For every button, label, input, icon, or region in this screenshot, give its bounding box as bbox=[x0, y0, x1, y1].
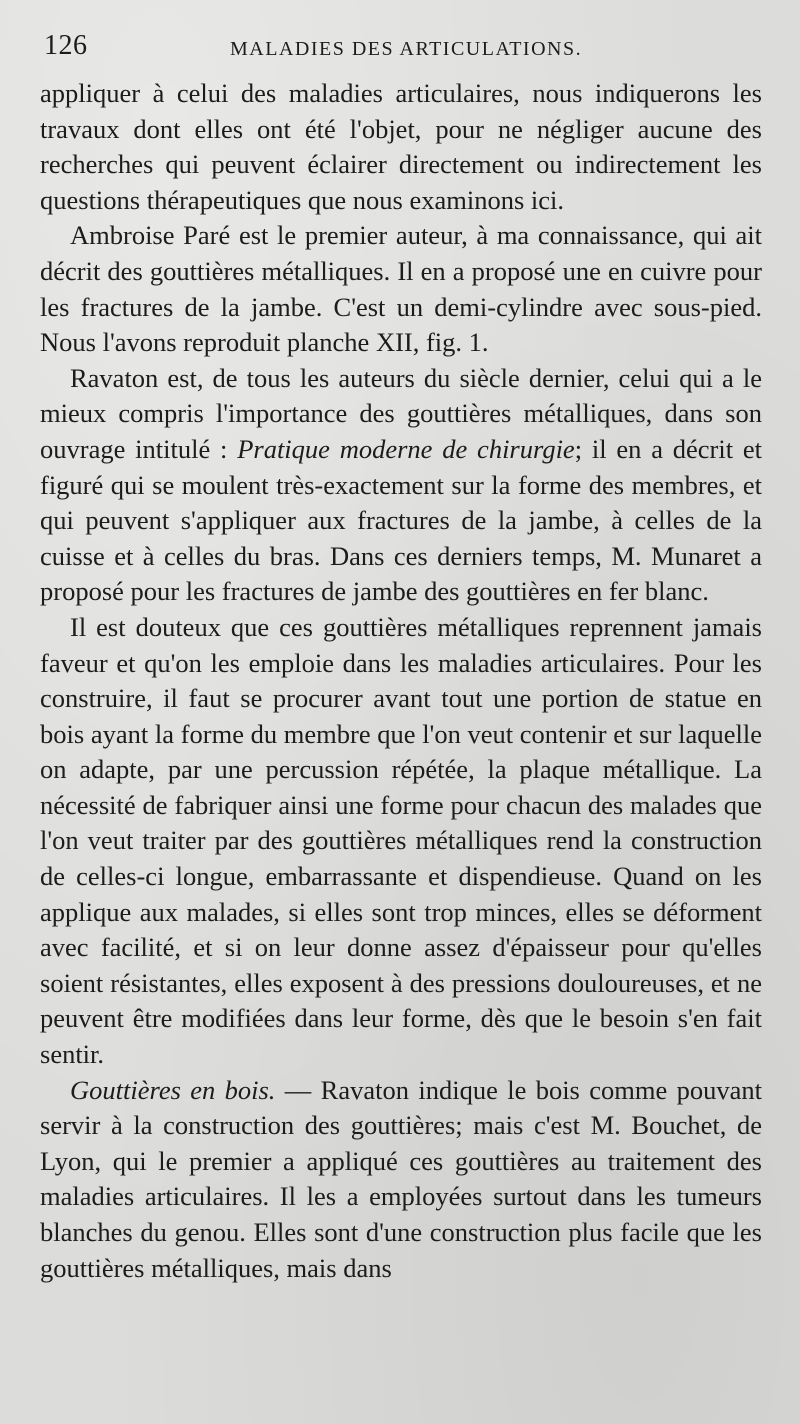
paragraph-1-text: appliquer à celui des maladies articulaires, nous indiquerons les travaux dont elles ont été l'objet, pour ne négliger aucune des recherches qui peuvent éclairer directement ou indirectement les questions thérapeutiques que nous examinons ici. bbox=[40, 78, 762, 215]
book-title-italic: Pratique moderne de chirurgie bbox=[237, 433, 575, 464]
body-text bbox=[40, 76, 762, 1286]
paragraph-4-text: Il est douteux que ces gouttières métalliques reprennent jamais faveur et qu'on les emploie dans les maladies articulaires. Pour les construire, il faut se procurer avant tout une portion de statue en bois ayant la forme du membre que l'on veut contenir et sur laquelle on adapte, par une percussion répétée, la plaque métallique. La nécessité de fabriquer ainsi une forme pour chacun des malades que l'on veut traiter par des gouttières métalliques rend la construction de celles-ci longue, embarrassante et dispendieuse. Quand on les applique aux malades, si elles sont trop minces, elles se déforment avec facilité, et si on leur donne assez d'épaisseur pour qu'elles soient résistantes, elles exposent à des pressions douloureuses, et ne peuvent être modifiées dans leur forme, dès que le besoin s'en fait sentir. bbox=[40, 611, 762, 1070]
section-heading-italic: Gouttières en bois. bbox=[70, 1074, 276, 1105]
paragraph-3 bbox=[40, 361, 762, 610]
running-head: MALADIES DES ARTICULATIONS. bbox=[230, 38, 583, 60]
paragraph-5 bbox=[40, 1073, 762, 1287]
page-header bbox=[40, 20, 762, 66]
page-number: 126 bbox=[44, 30, 88, 61]
paragraph-2 bbox=[40, 218, 762, 360]
paragraph-3-text-after: ; il en a décrit et figuré qui se moulent très-exactement sur la forme des membres, et qui peuvent s'appliquer aux fractures de la jambe, à celles de la cuisse et à celles du bras. Dans ces derniers temps, M. Munaret a proposé pour les fractures de jambe des gouttières en fer blanc. bbox=[40, 433, 762, 607]
paragraph-5-text: — Ravaton indique le bois comme pouvant servir à la construction des gouttières; mais c'est M. Bouchet, de Lyon, qui le premier a appliqué ces gouttières au traitement des maladies articulaires. Il les a employées surtout dans les tumeurs blanches du genou. Elles sont d'une construction plus facile que les gouttières métalliques, mais dans bbox=[40, 1074, 762, 1283]
paragraph-2-text: Ambroise Paré est le premier auteur, à ma connaissance, qui ait décrit des gouttières métalliques. Il en a proposé une en cuivre pour les fractures de la jambe. C'est un demi-cylindre avec sous-pied. Nous l'avons reproduit planche XII, fig. 1. bbox=[40, 220, 762, 358]
paragraph-3-text-before: Ravaton est, de tous les auteurs du siècle dernier, celui qui a le mieux compris l'importance des gouttières métalliques, dans son ouvrage intitulé : bbox=[40, 362, 762, 464]
paragraph-1 bbox=[40, 76, 762, 218]
paragraph-4 bbox=[40, 610, 762, 1073]
